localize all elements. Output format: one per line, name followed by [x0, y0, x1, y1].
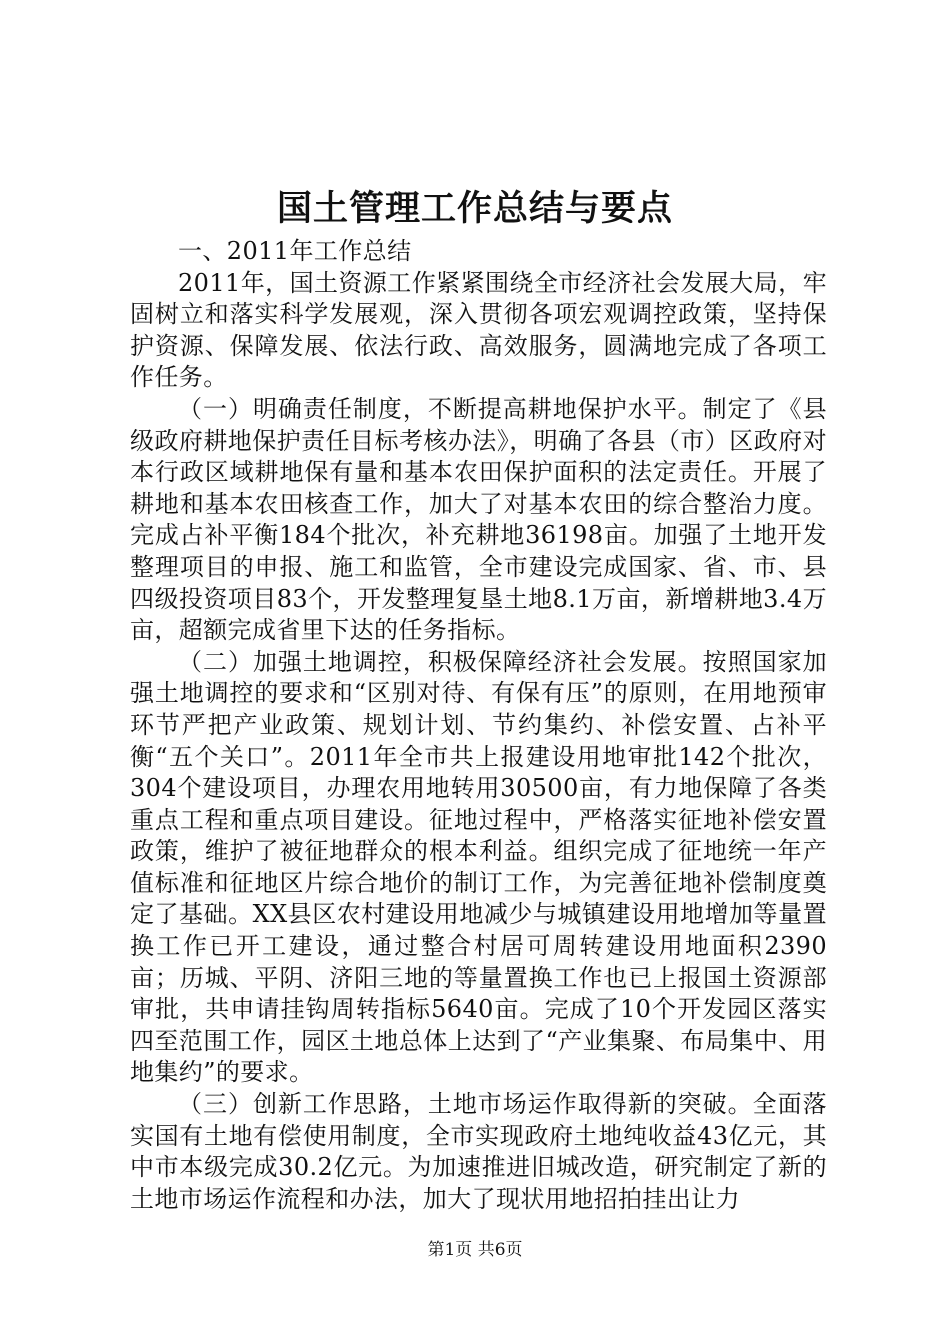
document-title: 国土管理工作总结与要点 [276, 188, 673, 229]
paragraph-cultivated-land: （一）明确责任制度，不断提高耕地保护水平。制定了《县级政府耕地保护责任目标考核办法》，明确了各县（市）区政府对本行政区域耕地保有量和基本农田保护面积的法定责任。开展了耕地和基本农田核查工作，加大了对基本农田的综合整治力度。完成占补平衡184个批次，补充耕地36198亩。加强了土地开发整理项目的申报、施工和监管，全市建设完成国家、省、市、县四级投资项目83个，开发整理复垦土地8.1万亩，新增耕地3.4万亩，超额完成省里下达的任务指标。 [130, 394, 827, 645]
page-footer: 第1页 共6页 [427, 1240, 523, 1260]
document-body [130, 236, 827, 1215]
section-heading: 一、2011年工作总结 [178, 237, 412, 265]
paragraph-land-regulation: （二）加强土地调控，积极保障经济社会发展。按照国家加强土地调控的要求和“区别对待、有保有压”的原则，在用地预审环节严把产业政策、规划计划、节约集约、补偿安置、占补平衡“五个关口”。2011年全市共上报建设用地审批142个批次，304个建设项目，办理农用地转用30500亩，有力地保障了各类重点工程和重点项目建设。征地过程中，严格落实征地补偿安置政策，维护了被征地群众的根本利益。组织完成了征地统一年产值标准和征地区片综合地价的制订工作，为完善征地补偿制度奠定了基础。XX县区农村建设用地减少与城镇建设用地增加等量置换工作已开工建设，通过整合村居可周转建设用地面积2390亩；历城、平阴、济阳三地的等量置换工作也已上报国土资源部审批，共申请挂钩周转指标5640亩。完成了10个开发园区落实四至范围工作，园区土地总体上达到了“产业集聚、布局集中、用地集约”的要求。 [130, 647, 827, 1087]
paragraph-land-market: （三）创新工作思路，土地市场运作取得新的突破。全面落实国有土地有偿使用制度，全市实现政府土地纯收益43亿元，其中市本级完成30.2亿元。为加速推进旧城改造，研究制定了新的土地市场运作流程和办法，加大了现状用地招拍挂出让力 [130, 1090, 827, 1213]
intro-paragraph: 2011年，国土资源工作紧紧围绕全市经济社会发展大局，牢固树立和落实科学发展观，深入贯彻各项宏观调控政策，坚持保护资源、保障发展、依法行政、高效服务，圆满地完成了各项工作任务。 [130, 268, 827, 392]
